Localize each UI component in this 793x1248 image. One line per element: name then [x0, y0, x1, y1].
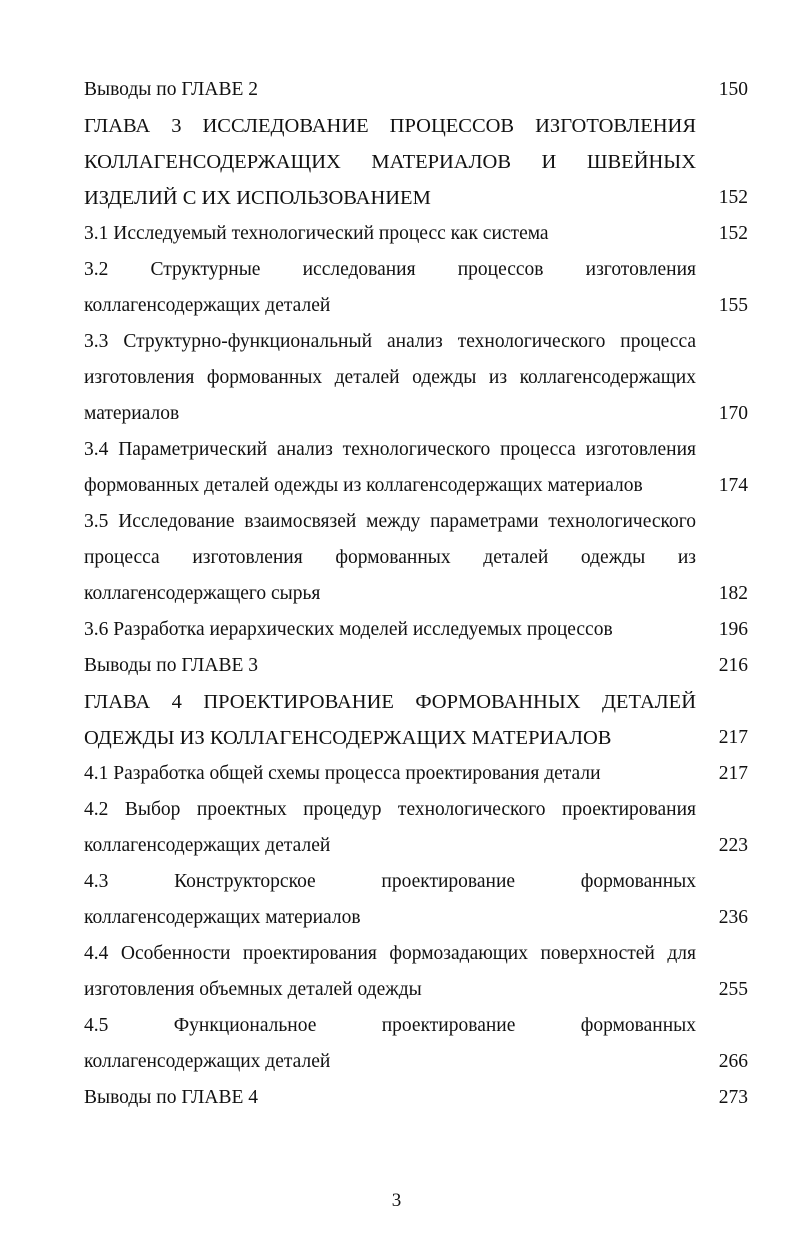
toc-entry-line: коллагенсодержащего сырья — [84, 583, 321, 604]
toc-entry-line: изготовления объемных деталей одежды — [84, 979, 422, 1000]
toc-entry-line: 3.3 Структурно-функциональный анализ технологического процесса — [84, 331, 696, 352]
toc-entry-line: Выводы по ГЛАВЕ 2 — [84, 79, 258, 100]
toc-entry — [84, 216, 748, 252]
toc-page-number: 217 — [718, 763, 748, 784]
toc-entry-line: 4.5 Функциональное проектирование формованных — [84, 1015, 696, 1036]
toc-entry-line: 4.3 Конструкторское проектирование формованных — [84, 871, 696, 892]
toc-page-number: 170 — [718, 403, 748, 424]
toc-entry — [84, 648, 748, 684]
toc-page-number: 174 — [718, 475, 748, 496]
toc-entry-title — [84, 252, 696, 324]
toc-entry-title — [84, 756, 696, 792]
toc-entry-title — [84, 504, 696, 612]
toc-entry-title — [84, 936, 696, 1008]
toc-entry — [84, 936, 748, 1008]
toc-page-number: 182 — [718, 583, 748, 604]
toc-entry — [84, 792, 748, 864]
toc-chapter-heading — [84, 684, 696, 756]
toc-page-number: 216 — [718, 655, 748, 676]
toc-entry-line: Выводы по ГЛАВЕ 4 — [84, 1087, 258, 1108]
toc-entry-title — [84, 432, 696, 504]
toc-entry — [84, 324, 748, 432]
toc-chapter-heading — [84, 108, 696, 216]
toc-page-number: 236 — [718, 907, 748, 928]
toc-entry-line: формованных деталей одежды из коллагенсодержащих материалов — [84, 475, 643, 496]
page-number: 3 — [391, 1190, 402, 1211]
toc-page-number: 155 — [718, 295, 748, 316]
toc-entry-title — [84, 216, 696, 252]
toc-entry-line: ИЗДЕЛИЙ С ИХ ИСПОЛЬЗОВАНИЕМ — [84, 187, 431, 209]
toc-entry-line: 3.1 Исследуемый технологический процесс как система — [84, 223, 549, 244]
toc-entry-line: 3.4 Параметрический анализ технологического процесса изготовления — [84, 439, 696, 460]
toc-entry-line: КОЛЛАГЕНСОДЕРЖАЩИХ МАТЕРИАЛОВ И ШВЕЙНЫХ — [84, 151, 696, 173]
toc-page-number: 273 — [718, 1087, 748, 1108]
toc-entry — [84, 252, 748, 324]
toc-entry-line: материалов — [84, 403, 180, 424]
toc-page-number: 223 — [718, 835, 748, 856]
toc-entry — [84, 756, 748, 792]
toc-entry-line: 3.6 Разработка иерархических моделей исследуемых процессов — [84, 619, 613, 640]
toc-entry-line: 4.1 Разработка общей схемы процесса проектирования детали — [84, 763, 601, 784]
toc-page-number: 255 — [718, 979, 748, 1000]
toc-entry-title — [84, 1008, 696, 1080]
toc-entry-line: 3.5 Исследование взаимосвязей между параметрами технологического — [84, 511, 696, 532]
toc-entry — [84, 108, 748, 216]
toc-page-number: 152 — [718, 223, 748, 244]
toc-entry-line: ОДЕЖДЫ ИЗ КОЛЛАГЕНСОДЕРЖАЩИХ МАТЕРИАЛОВ — [84, 727, 612, 749]
toc-entry-line: 4.4 Особенности проектирования формозадающих поверхностей для — [84, 943, 696, 964]
toc-entry — [84, 864, 748, 936]
toc-entry — [84, 72, 748, 108]
toc-entry — [84, 432, 748, 504]
toc-entry — [84, 504, 748, 612]
toc-entry-title — [84, 792, 696, 864]
toc-entry-line: коллагенсодержащих материалов — [84, 907, 361, 928]
toc-entry-title — [84, 648, 696, 684]
toc-entry-title — [84, 612, 696, 648]
toc-page-number: 150 — [718, 79, 748, 100]
toc-entry-line: коллагенсодержащих деталей — [84, 1051, 331, 1072]
toc-entry-line: 3.2 Структурные исследования процессов изготовления — [84, 259, 696, 280]
toc-entry-title — [84, 324, 696, 432]
toc-entry-line: 4.2 Выбор проектных процедур технологического проектирования — [84, 799, 696, 820]
toc-entry-title — [84, 1080, 696, 1116]
toc-entry-line: ГЛАВА 3 ИССЛЕДОВАНИЕ ПРОЦЕССОВ ИЗГОТОВЛЕНИЯ — [84, 115, 696, 137]
toc-entry — [84, 1008, 748, 1080]
toc-page-number: 196 — [718, 619, 748, 640]
toc-entry-line: коллагенсодержащих деталей — [84, 835, 331, 856]
toc-entry-title — [84, 864, 696, 936]
table-of-contents — [84, 72, 748, 1116]
toc-entry-line: Выводы по ГЛАВЕ 3 — [84, 655, 258, 676]
toc-entry-line: коллагенсодержащих деталей — [84, 295, 331, 316]
toc-entry-title — [84, 72, 696, 108]
toc-entry — [84, 1080, 748, 1116]
toc-entry-line: процесса изготовления формованных деталей одежды из — [84, 547, 696, 568]
toc-page-number: 266 — [718, 1051, 748, 1072]
toc-page-number: 152 — [718, 187, 748, 208]
toc-entry — [84, 612, 748, 648]
toc-entry-line: изготовления формованных деталей одежды из коллагенсодержащих — [84, 367, 696, 388]
toc-entry-line: ГЛАВА 4 ПРОЕКТИРОВАНИЕ ФОРМОВАННЫХ ДЕТАЛЕЙ — [84, 691, 696, 713]
toc-page-number: 217 — [718, 727, 748, 748]
toc-entry — [84, 684, 748, 756]
